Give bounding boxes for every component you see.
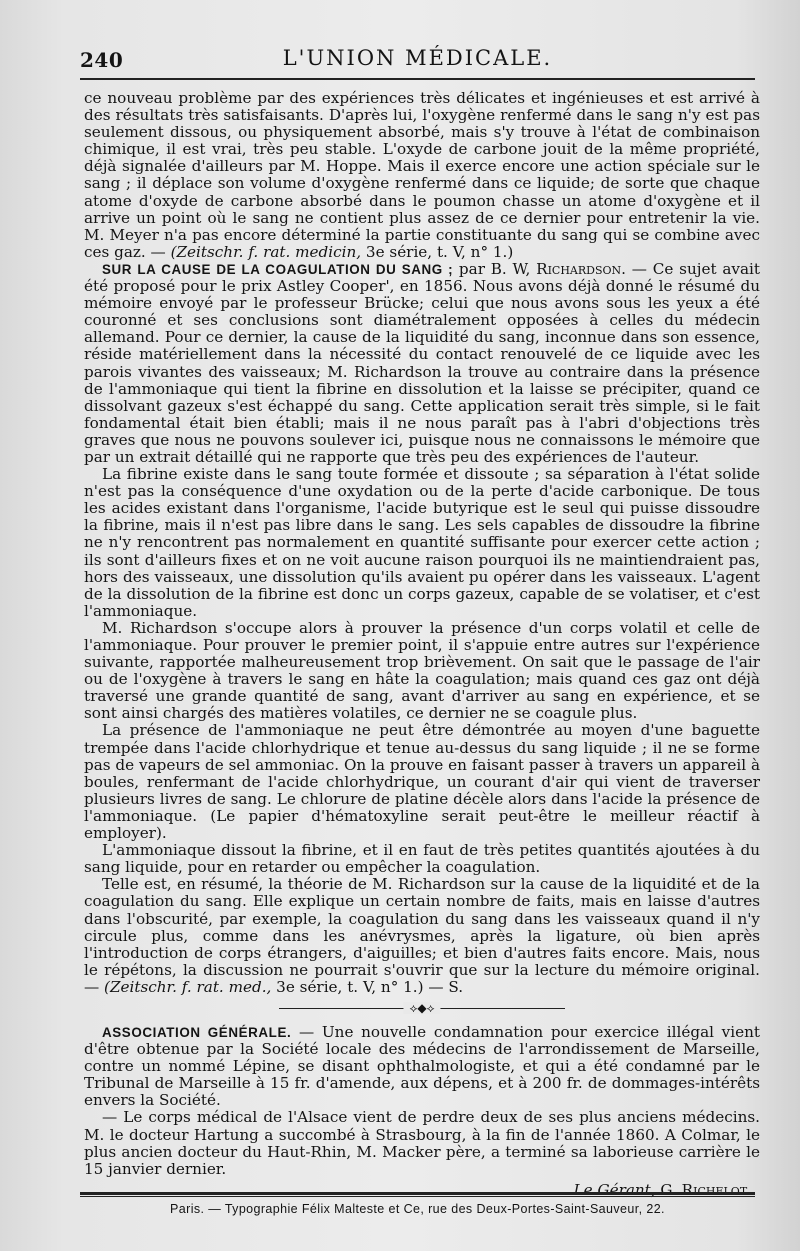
journal-reference: (Zeitschr. f. rat. medicin, <box>170 242 362 261</box>
section-divider <box>84 1002 760 1016</box>
ornament-icon: ⟡◆⟡ <box>403 1002 440 1014</box>
paragraph-6: L'ammoniaque dissout la fibrine, et il en faut de très petites quantités ajoutées à du sang liquide, pour en retarder ou empêcher la coagulation. <box>84 841 760 877</box>
journal-reference: (Zeitschr. f. rat. med., <box>104 977 272 996</box>
page-number: 240 <box>80 48 124 72</box>
article-body <box>84 90 760 1199</box>
signature: Le Gérant, G. Richelot. <box>573 1180 752 1199</box>
paragraph-4: M. Richardson s'occupe alors à prouver la présence d'un corps volatil et celle de l'ammoniaque. Pour prouver le premier point, il s'appuie entre autres sur l'expérience suivante, rapportée malheureusement trop brièvement. On sait que le passage de l'air ou de l'oxygène à travers le sang en hâte la coagulation; mais quand ces gaz ont déjà traversé une grande quantité de sang, avant d'arriver au sang en expérience, et se sont ainsi chargés des matières volatiles, ce dernier ne se coagule plus. <box>84 618 760 723</box>
paragraph-5: La présence de l'ammoniaque ne peut être démontrée au moyen d'une baguette trempée dans l'acide chlorhydrique et tenue au-dessus du sang liquide ; il ne se forme pas de vapeurs de sel ammoniac. On la prouve en faisant passer à travers un appareil à boules, renfermant de l'acide chlorhydrique, un courant d'air qui vient de traverser plusieurs livres de sang. Le chlorure de platine décèle alors dans l'acide la présence de l'ammoniaque. (Le papier d'hématoxyline serait peut-être le meilleur réactif à employer). <box>84 721 760 843</box>
footer-rule <box>80 1192 755 1195</box>
footer-rule-thin <box>80 1196 755 1197</box>
section-heading-association: ASSOCIATION GÉNÉRALE. <box>102 1024 292 1040</box>
section-heading-coagulation: SUR LA CAUSE DE LA COAGULATION DU SANG ; <box>102 261 454 277</box>
author-name: Richardson. <box>536 259 626 278</box>
printer-imprint: Paris. — Typographie Félix Malteste et Ce, rue des Deux-Portes-Saint-Sauveur, 22. <box>170 1202 665 1216</box>
journal-title: L'UNION MÉDICALE. <box>282 46 553 70</box>
paragraph-2: SUR LA CAUSE DE LA COAGULATION DU SANG ; par B. W, Richardson. — Ce sujet avait été proposé pour le prix Astley Cooper', en 1856. Nous avons déjà donné le résumé du mémoire envoyé par le professeur Brücke; celui que nous avons sous les yeux a été couronné et ses conclusions sont diamétralement opposées à celles du médecin allemand. Pour ce dernier, la cause de la liquidité du sang, inconnue dans son essence, réside matériellement dans la nécessité du contact renouvelé de ce liquide avec les parois vivantes des vaisseaux; M. Richardson la trouve au contraire dans la présence de l'ammoniaque qui tient la fibrine en dissolution et la laisse se précipiter, quand ce dissolvant gazeux s'est échappé du sang. Cette application serait très simple, si le fait fondamental était bien établi; mais il ne nous paraît pas à l'abri d'objections très graves que nous ne pouvons soulever ici, puisque nous ne connaissons le mémoire que par un extrait détaillé qui ne rapporte que très peu des expériences de l'auteur. <box>84 259 760 466</box>
header-rule <box>80 78 755 80</box>
paragraph-9: — Le corps médical de l'Alsace vient de perdre deux de ses plus anciens médecins. M. le docteur Hartung a succombé à Strasbourg, à la fin de l'année 1860. A Colmar, le plus ancien docteur du Haut-Rhin, M. Macker père, a terminé sa laborieuse carrière le 15 janvier dernier. <box>84 1108 760 1178</box>
paragraph-7: Telle est, en résumé, la théorie de M. Richardson sur la cause de la liquidité et de la coagulation du sang. Elle explique un certain nombre de faits, mais en laisse d'autres dans l'obscurité, par exemple, la coagulation du sang dans les vaisseaux quand il n'y circule plus, comme dans les anévrysmes, après la ligature, où bien après l'introduction de corps étrangers, d'aiguilles; et bien d'autres faits encore. Mais, nous le répétons, la discussion ne pourrait s'ouvrir que sur la lecture du mémoire original. — (Zeitschr. f. rat. med., 3e série, t. V, n° 1.) — S. <box>84 875 760 996</box>
paragraph-1: ce nouveau problème par des expériences très délicates et ingénieuses et est arrivé à des résultats très satisfaisants. D'après lui, l'oxygène renfermé dans le sang n'y est pas seulement dissous, ou physiquement absorbé, mais s'y trouve à l'état de combinaison chimique, il est vrai, très peu stable. L'oxyde de carbone jouit de la même propriété, déjà signalée d'ailleurs par M. Hoppe. Mais il exerce encore une action spéciale sur le sang ; il déplace son volume d'oxygène renfermé dans ce liquide; de sorte que chaque atome d'oxyde de carbone absorbé dans le poumon chasse un atome d'oxygène et il arrive un point où le sang ne contient plus assez de ce dernier pour entretenir la vie. M. Meyer n'a pas encore déterminé la partie constituante du sang qui se combine avec ces gaz. — (Zeitschr. f. rat. medicin, 3e série, t. V, n° 1.) <box>84 89 760 261</box>
paragraph-8: ASSOCIATION GÉNÉRALE. — Une nouvelle condamnation pour exercice illégal vient d'être obtenue par la Société locale des médecins de l'arrondissement de Marseille, contre un nommé Lépine, se disant ophthalmologiste, et qui a été condamné par le Tribunal de Marseille à 15 fr. d'amende, aux dépens, et à 200 fr. de dommages-intérêts envers la Société. <box>84 1022 760 1110</box>
paragraph-3: La fibrine existe dans le sang toute formée et dissoute ; sa séparation à l'état solide n'est pas la conséquence d'une oxydation ou de la perte d'acide carbonique. De tous les acides existant dans l'organisme, l'acide butyrique est le seul qui puisse dissoudre la fibrine, mais il n'est pas libre dans le sang. Les sels capables de dissoudre la fibrine ne n'y rencontrent pas normalement en quantité suffisante pour exercer cette action ; ils sont d'ailleurs fixes et on ne voit aucune raison pourquoi ils ne maintiendraient pas, hors des vaisseaux, une dissolution qu'ils avaient pu opérer dans les vaisseaux. L'agent de la dissolution de la fibrine est donc un corps gazeux, capable de se volatiser, et c'est l'ammoniaque. <box>84 465 760 620</box>
page-header <box>80 44 755 74</box>
